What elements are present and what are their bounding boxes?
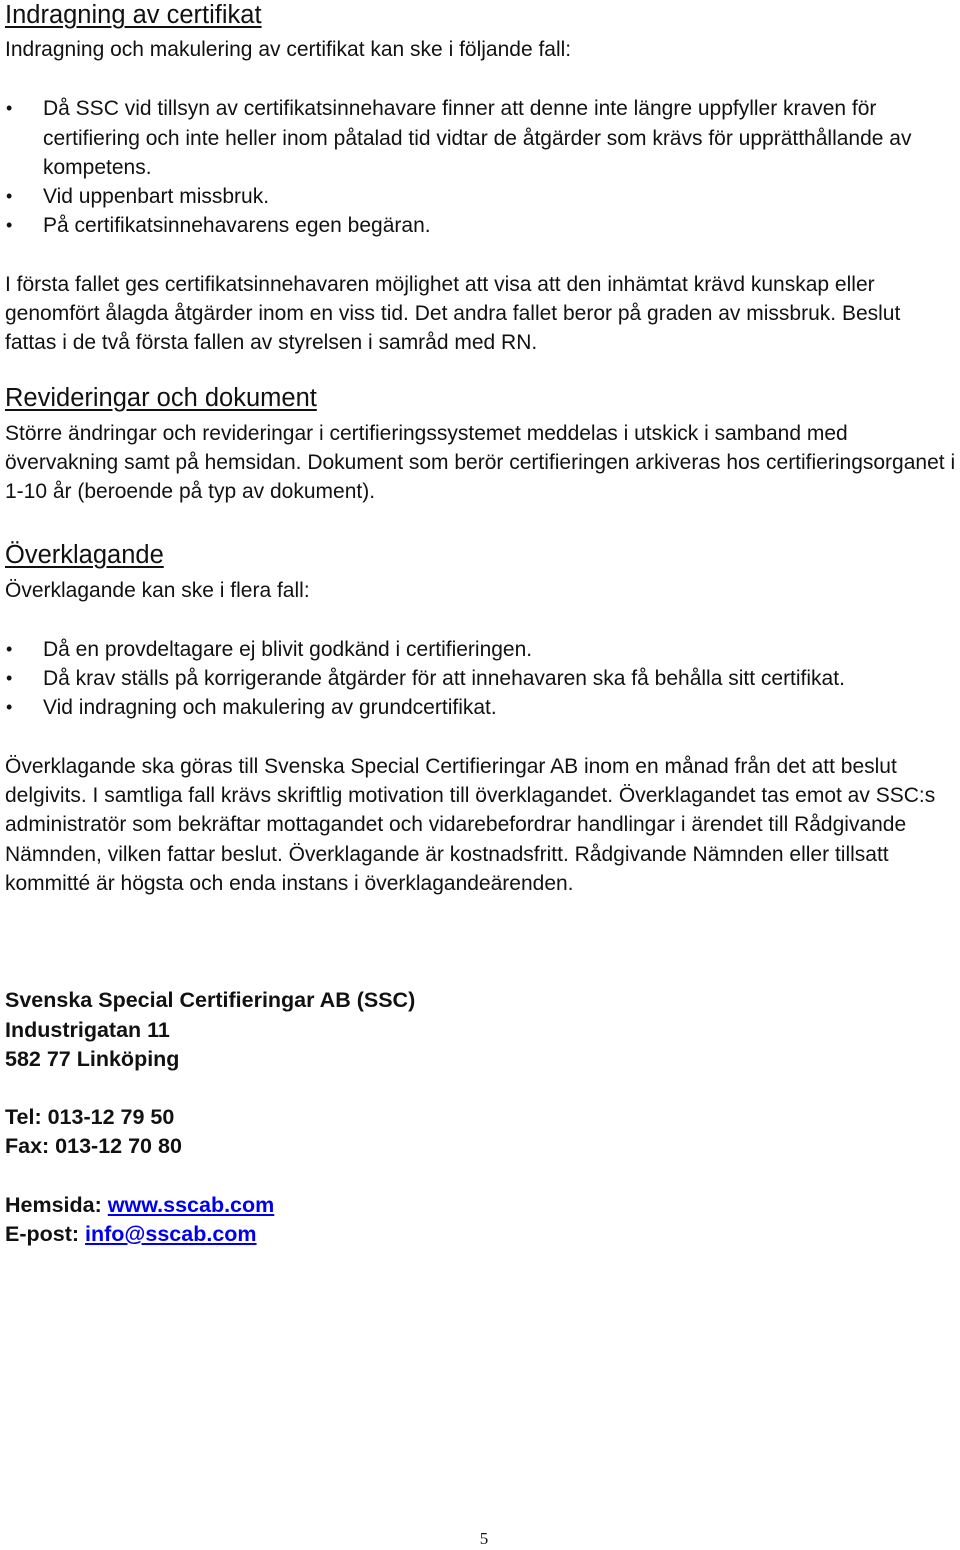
company-name: Svenska Special Certifieringar AB (SSC) bbox=[5, 988, 416, 1013]
paragraph-revideringar: Större ändringar och revideringar i certifieringssystemet meddelas i utskick i samband med övervakning samt på hemsidan. Dokument som berör certifieringen arkiveras hos certifieringsorganet i 1-10 år (beroende på typ av dokument). bbox=[5, 421, 956, 504]
list-item-text: På certifikatsinnehavarens egen begäran. bbox=[43, 214, 431, 238]
website-label: Hemsida: bbox=[5, 1192, 108, 1217]
list-item-text: Då en provdeltagare ej blivit godkänd i certifieringen. bbox=[43, 637, 533, 661]
bullet-icon: • bbox=[6, 638, 13, 659]
bullet-icon: • bbox=[6, 186, 13, 207]
website-link[interactable]: www.sscab.com bbox=[107, 1192, 275, 1217]
list-item bbox=[5, 182, 957, 211]
list-item bbox=[5, 94, 957, 182]
bullet-list-indragning bbox=[5, 94, 957, 240]
email-label: E-post: bbox=[5, 1222, 86, 1247]
street-address: Industrigatan 11 bbox=[5, 1017, 170, 1042]
heading-revideringar: Revideringar och dokument bbox=[5, 383, 317, 412]
website-line bbox=[5, 1191, 957, 1220]
bullet-icon: • bbox=[6, 697, 13, 718]
bullet-list-overklagande bbox=[5, 635, 957, 723]
intro-indragning: Indragning och makulering av certifikat kan ske i följande fall: bbox=[5, 38, 572, 61]
bullet-icon: • bbox=[6, 215, 13, 236]
list-item-text: Vid uppenbart missbruk. bbox=[43, 185, 270, 209]
list-item bbox=[5, 664, 957, 693]
bullet-icon: • bbox=[6, 668, 13, 689]
email-line bbox=[5, 1220, 957, 1249]
intro-overklagande: Överklagande kan ske i flera fall: bbox=[5, 578, 310, 602]
heading-indragning: Indragning av certifikat bbox=[5, 1, 262, 29]
document-page bbox=[5, 0, 957, 1249]
list-item-text: Då SSC vid tillsyn av certifikatsinnehavare finner att denne inte längre uppfyller kraven för certifiering och inte heller inom påtalad tid vidtar de åtgärder som krävs för upprätthållande av kompetens. bbox=[43, 97, 912, 179]
phone: Tel: 013-12 79 50 bbox=[5, 1105, 175, 1130]
paragraph-indragning: I första fallet ges certifikatsinnehavaren möjlighet att visa att den inhämtat krävd kunskap eller genomfört ålagda åtgärder inom en viss tid. Det andra fallet beror på graden av missbruk. Beslut fattas i de två första fallen av styrelsen i samråd med RN. bbox=[5, 272, 901, 355]
page-number: 5 bbox=[479, 1529, 489, 1548]
postal-city: 582 77 Linköping bbox=[5, 1046, 180, 1071]
paragraph-overklagande: Överklagande ska göras till Svenska Special Certifieringar AB inom en månad från det att beslut delgivits. I samtliga fall krävs skriftlig motivation till överklagandet. Överklagandet tas emot av SSC:s administratör som bekräftar mottagandet och vidarebefordrar handlingar i ärendet till Rådgivande Nämnden, vilken fattar beslut. Överklagande är kostnadsfritt. Rådgivande Nämnden eller tillsatt kommitté är högsta och enda instans i överklagandeärenden. bbox=[5, 754, 936, 895]
list-item-text: Vid indragning och makulering av grundcertifikat. bbox=[43, 696, 497, 720]
heading-overklagande: Överklagande bbox=[5, 540, 164, 569]
list-item bbox=[5, 693, 957, 722]
list-item-text: Då krav ställs på korrigerande åtgärder för att innehavaren ska få behålla sitt certifikat. bbox=[43, 667, 845, 691]
list-item bbox=[5, 211, 957, 240]
fax: Fax: 013-12 70 80 bbox=[5, 1134, 182, 1159]
list-item bbox=[5, 635, 957, 664]
contact-block bbox=[5, 986, 957, 1249]
email-link[interactable]: info@sscab.com bbox=[85, 1222, 257, 1247]
bullet-icon: • bbox=[6, 98, 13, 119]
